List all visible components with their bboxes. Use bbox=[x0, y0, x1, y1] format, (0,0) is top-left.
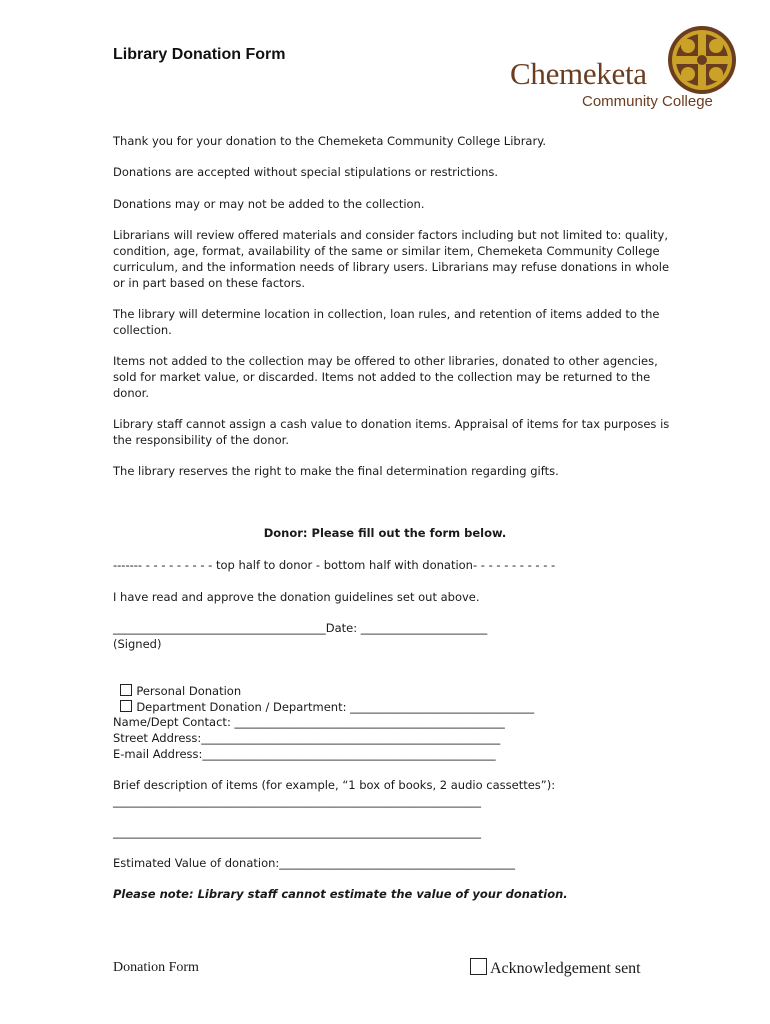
approve-statement: I have read and approve the donation guidelines set out above. bbox=[113, 590, 480, 604]
intro-thanks: Thank you for your donation to the Chemeketa Community College Library. bbox=[113, 134, 547, 148]
cut-divider: ------- - - - - - - - - - top half to donor - bottom half with donation- - - - - - - - - - - bbox=[113, 558, 556, 572]
intro-final-determination: The library reserves the right to make the final determination regarding gifts. bbox=[113, 464, 559, 478]
email-field[interactable]: E-mail Address:___________________________________________________ bbox=[113, 747, 496, 761]
personal-donation-label: Personal Donation bbox=[136, 684, 242, 698]
intro-collection: Donations may or may not be added to the collection. bbox=[113, 197, 425, 211]
estimated-value-field[interactable]: Estimated Value of donation:_________________________________________ bbox=[113, 856, 516, 870]
valuation-note: Please note: Library staff cannot estimate the value of your donation. bbox=[113, 887, 568, 901]
intro-not-added: Items not added to the collection may be offered to other libraries, donated to other agencies, sold for market value, or discarded. Items not added to the collection may be returned to the donor. bbox=[113, 354, 658, 400]
intro-appraisal: Library staff cannot assign a cash value to donation items. Appraisal of items for tax purposes is the responsibility of the donor. bbox=[113, 417, 670, 447]
description-label: Brief description of items (for example, “1 box of books, 2 audio cassettes”): bbox=[113, 778, 556, 792]
department-donation-label: Department Donation / Department: ________________________________ bbox=[136, 700, 535, 714]
form-heading: Donor: Please fill out the form below. bbox=[263, 526, 507, 540]
footer-form-name: Donation Form bbox=[113, 960, 199, 975]
contact-field[interactable]: Name/Dept Contact: _______________________________________________ bbox=[113, 715, 505, 729]
college-seal-icon bbox=[666, 24, 738, 96]
signature-date-field[interactable]: _____________________________________Date: ______________________ bbox=[113, 621, 488, 635]
department-donation-option[interactable] bbox=[113, 683, 534, 715]
department-donation-checkbox[interactable] bbox=[120, 700, 132, 712]
description-line-1[interactable]: ________________________________________________________________ bbox=[113, 794, 481, 808]
description-line-2[interactable]: ________________________________________________________________ bbox=[113, 825, 481, 839]
intro-review-factors: Librarians will review offered materials and consider factors including but not limited to: quality, condition, age, format, availability of the same or similar item, Chemeketa Community College curriculum, and the information needs of library users. Librarians may refuse donations in whole or in part based on these factors. bbox=[113, 228, 670, 290]
acknowledgement-label: Acknowledgement sent bbox=[490, 960, 641, 977]
logo-subtitle: Community College bbox=[582, 93, 713, 110]
logo-name: Chemeketa bbox=[510, 56, 647, 91]
acknowledgement-option[interactable] bbox=[470, 958, 641, 978]
street-address-field[interactable]: Street Address:____________________________________________________ bbox=[113, 731, 501, 745]
intro-stipulations: Donations are accepted without special stipulations or restrictions. bbox=[113, 165, 499, 179]
acknowledgement-checkbox[interactable] bbox=[470, 958, 487, 975]
signed-label: (Signed) bbox=[113, 637, 162, 651]
page-title: Library Donation Form bbox=[113, 46, 286, 63]
intro-location: The library will determine location in collection, loan rules, and retention of items added to the collection. bbox=[113, 307, 660, 337]
college-logo bbox=[508, 24, 740, 116]
